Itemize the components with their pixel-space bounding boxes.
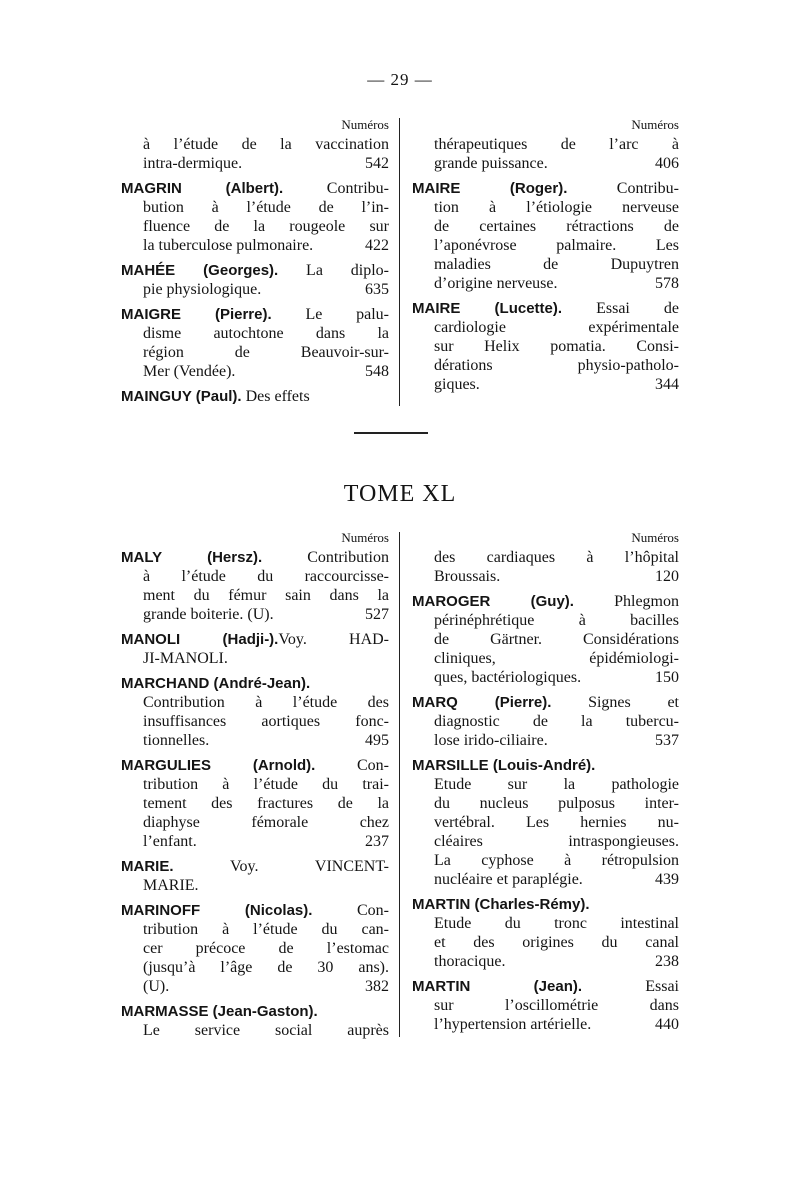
entry-line <box>121 548 389 567</box>
entry-line <box>121 1021 389 1040</box>
line-text <box>434 548 679 567</box>
entry-text: vertébral. Les hernies nu- <box>434 814 679 831</box>
entry-line <box>412 318 679 337</box>
numeros-label: Numéros <box>631 117 679 132</box>
entry-text: thérapeutiques de l’arc à <box>434 136 679 153</box>
line-text <box>143 731 351 750</box>
line-text <box>143 567 389 586</box>
line-text <box>434 274 641 293</box>
entry-line <box>412 895 679 914</box>
entry-text: des cardiaques à l’hôpital <box>434 549 679 566</box>
index-entry <box>121 630 389 668</box>
line-text <box>143 135 389 154</box>
entry-text: Essai <box>582 978 679 995</box>
entry-text: tribution à l’étude du can- <box>143 921 389 938</box>
entry-text: Signes et <box>551 694 680 711</box>
entry-text: sur l’oscillométrie dans <box>434 997 679 1014</box>
author-name: MALY (Hersz). <box>121 549 263 566</box>
index-entry <box>121 674 389 750</box>
line-text <box>412 895 679 914</box>
entry-text: sur Helix pomatia. Consi- <box>434 338 679 355</box>
line-text <box>143 939 389 958</box>
index-entry <box>412 548 679 586</box>
entry-text: giques. <box>434 376 480 393</box>
entry-text: grande puissance. <box>434 155 548 172</box>
entry-line <box>412 135 679 154</box>
entry-text: Contribu- <box>567 180 679 197</box>
entry-line <box>121 731 389 750</box>
entry-line <box>121 387 389 406</box>
index-entry <box>412 693 679 750</box>
line-text <box>434 567 641 586</box>
line-text <box>434 952 641 971</box>
entry-number: 537 <box>655 732 679 749</box>
entry-number: 237 <box>365 833 389 850</box>
entry-line <box>412 775 679 794</box>
entry-line <box>121 567 389 586</box>
entry-line <box>121 958 389 977</box>
entry-line <box>121 712 389 731</box>
entry-line <box>412 914 679 933</box>
entry-text: La diplo- <box>278 262 389 279</box>
entry-text: Con- <box>315 757 389 774</box>
entry-text: Le palu- <box>271 306 389 323</box>
line-text <box>121 305 389 324</box>
line-text <box>143 775 389 794</box>
entry-line <box>412 375 679 394</box>
entry-text: Contribu- <box>283 180 389 197</box>
line-text <box>434 832 679 851</box>
entry-number: 238 <box>655 953 679 970</box>
line-text <box>412 693 679 712</box>
line-text <box>434 794 679 813</box>
entry-line <box>412 356 679 375</box>
entry-text: (jusqu’à l’âge de 30 ans). <box>143 959 389 976</box>
line-text <box>434 712 679 731</box>
entry-line <box>412 870 679 889</box>
line-text <box>143 649 389 668</box>
entry-text: diagnostic de la tubercu- <box>434 713 679 730</box>
entry-text: Phlegmon <box>573 593 679 610</box>
entry-line <box>121 649 389 668</box>
line-text <box>143 876 389 895</box>
line-text <box>143 813 389 832</box>
line-text <box>143 958 389 977</box>
entry-text: ment du fémur sain dans la <box>143 587 389 604</box>
entry-text: périnéphrétique à bacilles <box>434 612 679 629</box>
author-name: MARTIN (Jean). <box>412 978 583 995</box>
line-text <box>143 362 351 381</box>
author-name: MARQ (Pierre). <box>412 694 552 711</box>
line-text <box>121 1002 389 1021</box>
line-text <box>121 387 389 406</box>
line-text <box>143 605 351 624</box>
entry-text: maladies de Dupuytren <box>434 256 679 273</box>
entry-line <box>412 712 679 731</box>
entry-line <box>412 567 679 586</box>
line-text <box>143 198 389 217</box>
entry-number: 578 <box>655 275 679 292</box>
entry-text: Contribution à l’étude des <box>143 694 389 711</box>
line-text <box>434 135 679 154</box>
entry-line <box>121 813 389 832</box>
line-text <box>121 179 389 198</box>
entry-text: thoracique. <box>434 953 506 970</box>
entry-number: 344 <box>655 376 679 393</box>
entry-line <box>412 832 679 851</box>
index-entry <box>121 305 389 381</box>
entry-text: tionnelles. <box>143 732 210 749</box>
entry-line <box>412 731 679 750</box>
entry-line <box>412 794 679 813</box>
author-name: MARTIN (Charles-Rémy). <box>412 896 590 913</box>
numeros-label: Numéros <box>341 117 389 132</box>
author-name: MARCHAND (André-Jean). <box>121 675 311 692</box>
entry-number: 527 <box>365 606 389 623</box>
line-text <box>434 375 641 394</box>
entry-line <box>412 933 679 952</box>
line-text <box>121 630 389 649</box>
entry-number: 150 <box>655 669 679 686</box>
entry-text: région de Beauvoir-sur- <box>143 344 389 361</box>
line-text <box>143 324 389 343</box>
line-text <box>434 217 679 236</box>
entry-text: La cyphose à rétropulsion <box>434 852 679 869</box>
entry-line <box>412 217 679 236</box>
entry-number: 542 <box>365 155 389 172</box>
line-text <box>434 611 679 630</box>
entry-text: l’enfant. <box>143 833 197 850</box>
entry-number: 495 <box>365 732 389 749</box>
entry-line <box>412 813 679 832</box>
entry-line <box>412 649 679 668</box>
line-text <box>434 649 679 668</box>
entry-line <box>121 605 389 624</box>
entry-line <box>121 756 389 775</box>
entry-text: Broussais. <box>434 568 501 585</box>
entry-text: Etude du tronc intestinal <box>434 915 679 932</box>
line-text <box>143 343 389 362</box>
line-text <box>412 756 679 775</box>
entry-line <box>121 198 389 217</box>
entry-line <box>412 592 679 611</box>
entry-text: lose irido-ciliaire. <box>434 732 548 749</box>
entry-text: de Gärtner. Considérations <box>434 631 679 648</box>
entry-text: Mer (Vendée). <box>143 363 236 380</box>
entry-line <box>121 135 389 154</box>
line-text <box>412 977 679 996</box>
author-name: MARMASSE (Jean-Gaston). <box>121 1003 318 1020</box>
entry-line <box>121 154 389 173</box>
entry-text: à l’étude de la vaccination <box>143 136 389 153</box>
entry-number: 440 <box>655 1016 679 1033</box>
entry-line <box>121 775 389 794</box>
entry-text: JI-MANOLI. <box>143 650 228 667</box>
line-text <box>434 630 679 649</box>
index-entry <box>121 261 389 299</box>
line-text <box>121 674 389 693</box>
entry-line <box>121 920 389 939</box>
line-text <box>121 261 389 280</box>
section-divider <box>354 432 428 434</box>
entry-number: 120 <box>655 568 679 585</box>
index-entry <box>121 548 389 624</box>
index-column <box>121 116 389 412</box>
entry-line <box>412 611 679 630</box>
index-column <box>121 529 389 1046</box>
entry-line <box>121 977 389 996</box>
entry-text: tion à l’étiologie nerveuse <box>434 199 679 216</box>
line-text <box>143 236 351 255</box>
entry-text: bution à l’étude de l’in- <box>143 199 389 216</box>
entry-line <box>121 324 389 343</box>
numeros-label: Numéros <box>341 530 389 545</box>
entry-number: 382 <box>365 978 389 995</box>
entry-line <box>121 217 389 236</box>
line-text <box>434 236 679 255</box>
column-divider <box>399 532 400 1037</box>
entry-text: dérations physio-patholo- <box>434 357 679 374</box>
line-text <box>434 337 679 356</box>
author-name: MAIGRE (Pierre). <box>121 306 272 323</box>
index-entry <box>412 756 679 889</box>
entry-line <box>121 674 389 693</box>
author-name: MAIRE (Lucette). <box>412 300 563 317</box>
index-column <box>412 116 679 400</box>
entry-text: tribution à l’étude du trai- <box>143 776 389 793</box>
entry-text: nucléaire et paraplégie. <box>434 871 583 888</box>
line-text <box>412 299 679 318</box>
line-text <box>121 901 389 920</box>
entry-number: 635 <box>365 281 389 298</box>
line-text <box>143 832 351 851</box>
entry-line <box>121 794 389 813</box>
index-entry <box>121 1002 389 1040</box>
entry-text: Contribution <box>262 549 389 566</box>
entry-line <box>121 305 389 324</box>
author-name: MAROGER (Guy). <box>412 593 574 610</box>
entry-text: du nucleus pulposus inter- <box>434 795 679 812</box>
entry-line <box>121 586 389 605</box>
entry-text: tement des fractures de la <box>143 795 389 812</box>
line-text <box>434 198 679 217</box>
entry-line <box>412 179 679 198</box>
entry-text: MARIE. <box>143 877 199 894</box>
entry-text: Con- <box>312 902 389 919</box>
entry-line <box>121 693 389 712</box>
line-text <box>143 712 389 731</box>
entry-line <box>412 996 679 1015</box>
entry-text: l’hypertension artérielle. <box>434 1016 592 1033</box>
entry-line <box>412 756 679 775</box>
author-name: MAGRIN (Albert). <box>121 180 284 197</box>
entry-number: 422 <box>365 237 389 254</box>
entry-text: pie physiologique. <box>143 281 262 298</box>
line-text <box>143 280 351 299</box>
author-name: MAINGUY (Paul). <box>121 388 242 405</box>
entry-line <box>412 154 679 173</box>
index-entry <box>412 592 679 687</box>
entry-line <box>121 179 389 198</box>
line-text <box>143 586 389 605</box>
entry-line <box>121 362 389 381</box>
author-name: MAHÉE (Georges). <box>121 262 279 279</box>
entry-text: diaphyse fémorale chez <box>143 814 389 831</box>
line-text <box>143 693 389 712</box>
entry-line <box>412 693 679 712</box>
entry-line <box>412 274 679 293</box>
index-entry <box>412 299 679 394</box>
entry-line <box>412 668 679 687</box>
entry-line <box>412 977 679 996</box>
entry-number: 406 <box>655 155 679 172</box>
entry-line <box>121 1002 389 1021</box>
entry-line <box>121 901 389 920</box>
entry-number: 439 <box>655 871 679 888</box>
author-name: MARGULIES (Arnold). <box>121 757 316 774</box>
entry-text: (U). <box>143 978 170 995</box>
entry-text: d’origine nerveuse. <box>434 275 558 292</box>
line-text <box>434 813 679 832</box>
entry-line <box>412 337 679 356</box>
author-name: MARINOFF (Nicolas). <box>121 902 313 919</box>
line-text <box>143 217 389 236</box>
entry-line <box>121 236 389 255</box>
entry-text: fluence de la rougeole sur <box>143 218 389 235</box>
line-text <box>434 356 679 375</box>
entry-text: Des effets <box>241 388 310 405</box>
entry-number: 548 <box>365 363 389 380</box>
entry-text: et des origines du canal <box>434 934 679 951</box>
line-text <box>434 154 641 173</box>
line-text <box>434 731 641 750</box>
index-column <box>412 529 679 1040</box>
index-entry <box>121 901 389 996</box>
index-entry <box>412 179 679 293</box>
line-text <box>434 318 679 337</box>
entry-line <box>121 343 389 362</box>
entry-line <box>412 630 679 649</box>
index-entry <box>121 756 389 851</box>
author-name: MAIRE (Roger). <box>412 180 568 197</box>
entry-text: intra-dermique. <box>143 155 243 172</box>
entry-line <box>121 280 389 299</box>
line-text <box>434 775 679 794</box>
entry-text: l’aponévrose palmaire. Les <box>434 237 679 254</box>
entry-text: cliniques, épidémiologi- <box>434 650 679 667</box>
index-entry <box>121 179 389 255</box>
column-divider <box>399 118 400 406</box>
entry-line <box>412 236 679 255</box>
page-number: — 29 — <box>367 70 433 89</box>
line-text <box>121 548 389 567</box>
line-text <box>143 154 351 173</box>
numeros-label: Numéros <box>631 530 679 545</box>
line-text <box>434 996 679 1015</box>
entry-text: Le service social auprès <box>143 1022 389 1039</box>
line-text <box>143 794 389 813</box>
entry-line <box>121 939 389 958</box>
index-entry <box>412 895 679 971</box>
entry-line <box>412 299 679 318</box>
index-entry <box>121 135 389 173</box>
index-entry <box>412 135 679 173</box>
entry-line <box>412 255 679 274</box>
line-text <box>412 592 679 611</box>
entry-text: Voy. HAD- <box>278 631 389 648</box>
section-title: TOME XL <box>343 481 457 507</box>
entry-text: de certaines rétractions de <box>434 218 679 235</box>
entry-text: ques, bactériologiques. <box>434 669 582 686</box>
entry-line <box>412 198 679 217</box>
entry-line <box>121 857 389 876</box>
line-text <box>121 756 389 775</box>
entry-text: disme autochtone dans la <box>143 325 389 342</box>
entry-text: Etude sur la pathologie <box>434 776 679 793</box>
author-name: MARIE. <box>121 858 174 875</box>
line-text <box>412 179 679 198</box>
entry-text: la tuberculose pulmonaire. <box>143 237 314 254</box>
index-entry <box>121 857 389 895</box>
line-text <box>143 977 351 996</box>
index-entry <box>121 387 389 406</box>
author-name: MARSILLE (Louis-André). <box>412 757 596 774</box>
entry-text: à l’étude du raccourcisse- <box>143 568 389 585</box>
line-text <box>434 255 679 274</box>
line-text <box>434 668 641 687</box>
entry-text: grande boiterie. (U). <box>143 606 274 623</box>
entry-line <box>121 832 389 851</box>
line-text <box>434 914 679 933</box>
entry-text: Voy. VINCENT- <box>173 858 389 875</box>
line-text <box>434 1015 641 1034</box>
entry-line <box>121 876 389 895</box>
entry-line <box>412 851 679 870</box>
entry-text: cléaires intraspongieuses. <box>434 833 679 850</box>
entry-line <box>121 261 389 280</box>
author-name: MANOLI (Hadji-). <box>121 631 279 648</box>
entry-line <box>412 952 679 971</box>
entry-text: cardiologie expérimentale <box>434 319 679 336</box>
entry-line <box>121 630 389 649</box>
line-text <box>434 851 679 870</box>
entry-line <box>412 548 679 567</box>
entry-line <box>412 1015 679 1034</box>
entry-text: cer précoce de l’estomac <box>143 940 389 957</box>
line-text <box>434 933 679 952</box>
entry-text: insuffisances aortiques fonc- <box>143 713 389 730</box>
index-entry <box>412 977 679 1034</box>
line-text <box>434 870 641 889</box>
entry-text: Essai de <box>562 300 680 317</box>
line-text <box>143 1021 389 1040</box>
line-text <box>121 857 389 876</box>
line-text <box>143 920 389 939</box>
